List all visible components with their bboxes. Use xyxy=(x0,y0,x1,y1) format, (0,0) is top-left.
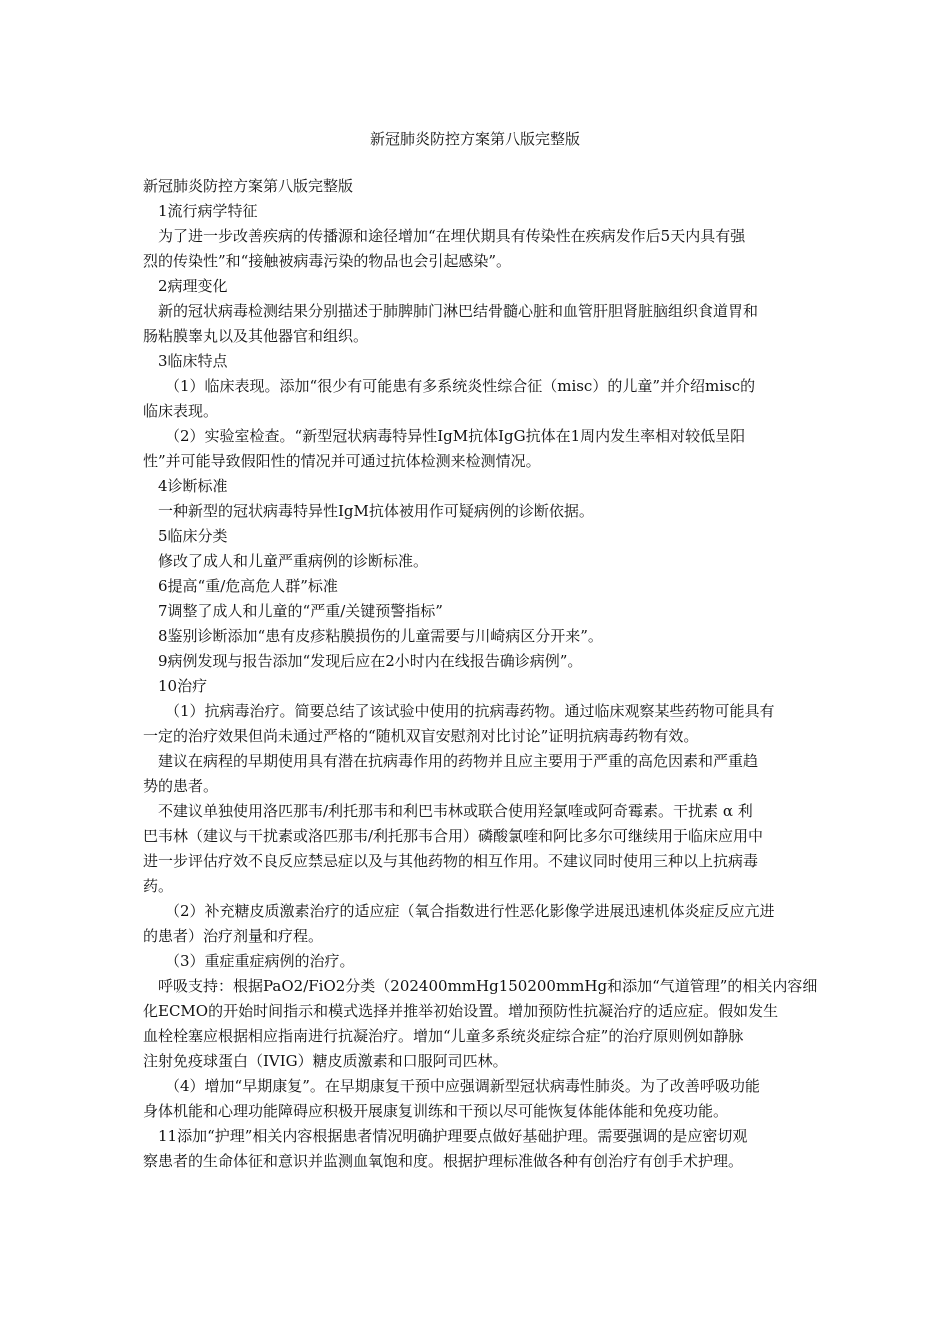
section-heading: 1流行病学特征 xyxy=(158,202,258,220)
section-heading: 10治疗 xyxy=(158,677,208,695)
document-body xyxy=(143,174,818,1174)
paragraph-line: 巴韦林（建议与干扰素或洛匹那韦/利托那韦合用）磷酸氯喹和阿比多尔可继续用于临床应用中 xyxy=(143,827,764,845)
paragraph-line: 势的患者。 xyxy=(143,777,219,795)
paragraph-line: （4）增加“早期康复”。在早期康复干预中应强调新型冠状病毒性肺炎。为了改善呼吸功能 xyxy=(165,1077,760,1095)
body-heading: 新冠肺炎防控方案第八版完整版 xyxy=(143,177,354,195)
paragraph-line: （3）重症重症病例的治疗。 xyxy=(165,952,355,970)
paragraph-line: （1）临床表现。添加“很少有可能患有多系统炎性综合征（misc）的儿童”并介绍misc的 xyxy=(165,377,756,395)
paragraph-line: 血栓栓塞应根据相应指南进行抗凝治疗。增加“儿童多系统炎症综合症”的治疗原则例如静脉 xyxy=(143,1027,744,1045)
paragraph-line: 注射免疫球蛋白（IVIG）糖皮质激素和口服阿司匹林。 xyxy=(143,1052,508,1070)
paragraph-line: （2）补充糖皮质激素治疗的适应症（氧合指数进行性恶化影像学进展迅速机体炎症反应亢进 xyxy=(165,902,775,920)
paragraph-line: 修改了成人和儿童严重病例的诊断标准。 xyxy=(158,552,429,570)
paragraph-line: 身体机能和心理功能障碍应积极开展康复训练和干预以尽可能恢复体能体能和免疫功能。 xyxy=(143,1102,729,1120)
paragraph-line: 不建议单独使用洛匹那韦/利托那韦和利巴韦林或联合使用羟氯喹或阿奇霉素。干扰素 α 利 xyxy=(158,802,753,820)
paragraph-line: 呼吸支持：根据PaO2/FiO2分类（202400mmHg150200mmHg和添加“气道管理”的相关内容细 xyxy=(158,977,818,995)
paragraph-line: 肠粘膜睾丸以及其他器官和组织。 xyxy=(143,327,369,345)
paragraph-line: （1）抗病毒治疗。简要总结了该试验中使用的抗病毒药物。通过临床观察某些药物可能具有 xyxy=(165,702,775,720)
paragraph-line: 建议在病程的早期使用具有潜在抗病毒作用的药物并且应主要用于严重的高危因素和严重趋 xyxy=(158,752,759,770)
section-heading: 5临床分类 xyxy=(158,527,228,545)
document-title: 新冠肺炎防控方案第八版完整版 xyxy=(369,130,580,148)
paragraph-line: 11添加“护理”相关内容根据患者情况明确护理要点做好基础护理。需要强调的是应密切观 xyxy=(158,1127,748,1145)
section-heading: 6提高“重/危高危人群”标准 xyxy=(158,577,338,595)
section-heading: 8鉴别诊断添加“患有皮疹粘膜损伤的儿童需要与川崎病区分开来”。 xyxy=(158,627,603,645)
paragraph-line: 药。 xyxy=(143,877,174,895)
section-heading: 3临床特点 xyxy=(158,352,228,370)
section-heading: 9病例发现与报告添加“发现后应在2小时内在线报告确诊病例”。 xyxy=(158,652,583,670)
section-heading: 4诊断标准 xyxy=(158,477,228,495)
paragraph-line: 的患者）治疗剂量和疗程。 xyxy=(143,927,324,945)
section-heading: 2病理变化 xyxy=(158,277,228,295)
paragraph-line: （2）实验室检查。“新型冠状病毒特异性IgM抗体IgG抗体在1周内发生率相对较低呈阳 xyxy=(165,427,746,445)
paragraph-line: 一种新型的冠状病毒特异性IgM抗体被用作可疑病例的诊断依据。 xyxy=(158,502,594,520)
paragraph-line: 性”并可能导致假阳性的情况并可通过抗体检测来检测情况。 xyxy=(143,452,541,470)
paragraph-line: 新的冠状病毒检测结果分别描述于肺脾肺门淋巴结骨髓心脏和血管肝胆肾脏脑组织食道胃和 xyxy=(158,302,759,320)
paragraph-line: 一定的治疗效果但尚未通过严格的“随机双盲安慰剂对比讨论”证明抗病毒药物有效。 xyxy=(143,727,699,745)
paragraph-line: 烈的传染性”和“接触被病毒污染的物品也会引起感染”。 xyxy=(143,252,512,270)
paragraph-line: 进一步评估疗效不良反应禁忌症以及与其他药物的相互作用。不建议同时使用三种以上抗病毒 xyxy=(143,852,759,870)
paragraph-line: 为了进一步改善疾病的传播源和途径增加“在埋伏期具有传染性在疾病发作后5天内具有强 xyxy=(158,227,746,245)
paragraph-line: 临床表现。 xyxy=(143,402,219,420)
section-heading: 7调整了成人和儿童的“严重/关键预警指标” xyxy=(158,602,443,620)
paragraph-line: 察患者的生命体征和意识并监测血氧饱和度。根据护理标准做各种有创治疗有创手术护理。 xyxy=(143,1152,744,1170)
paragraph-line: 化ECMO的开始时间指示和模式选择并推举初始设置。增加预防性抗凝治疗的适应症。假如发生 xyxy=(143,1002,779,1020)
